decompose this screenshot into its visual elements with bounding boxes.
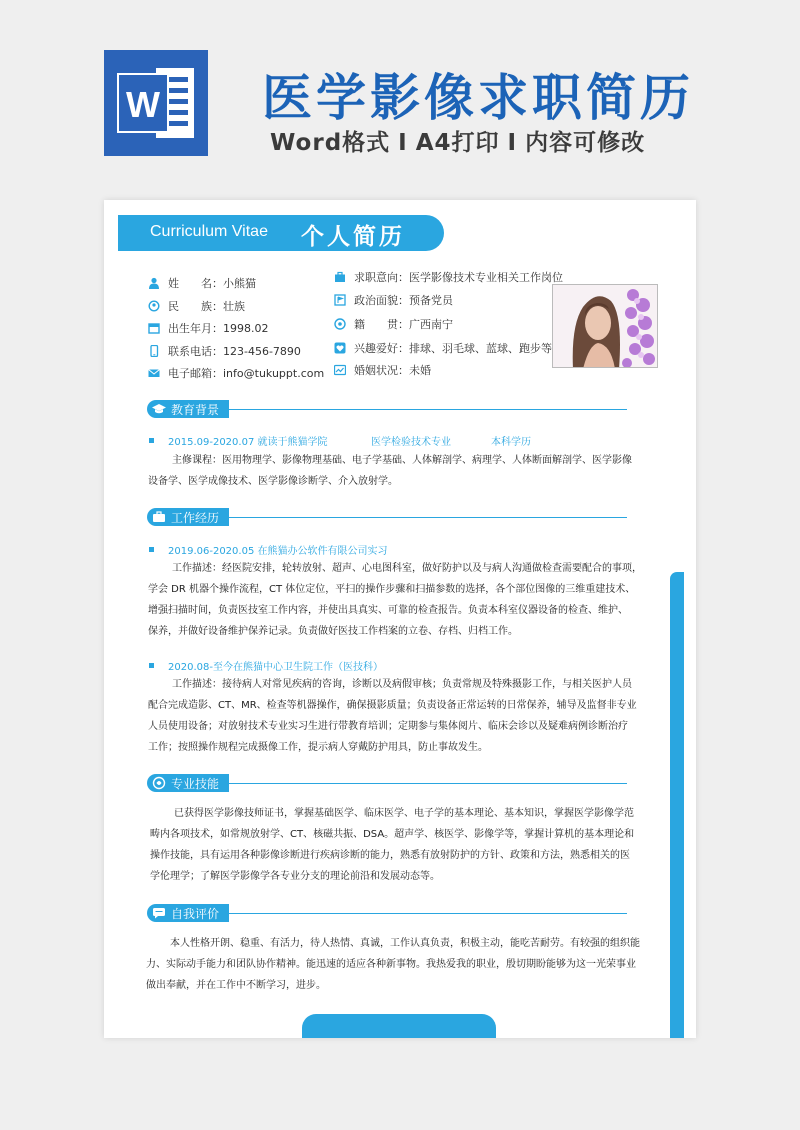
decor-right-bar [670,572,684,1038]
info-email [148,365,324,381]
info-politics [334,292,453,308]
info-value: 预备党员 [409,294,453,307]
section-divider [229,409,627,410]
text-line: 工作描述：经医院安排，轮转放射、超声、心电图科室，做好防护以及与病人沟通做检查需要配合的事项， [172,563,642,574]
section-pill [147,508,229,526]
info-label: 政治面貌： [354,294,409,307]
briefcase-icon [334,271,346,283]
info-value: 壮族 [223,300,245,313]
info-label: 出生年月： [168,322,223,335]
job2-description [148,674,646,758]
info-label: 电子邮箱： [168,367,223,380]
text-line: 工作；按照操作规程完成摄像工作，提示病人穿戴防护用具，防止事故发生。 [148,742,488,753]
text-line: 做出奉献，并在工作中不断学习，进步。 [146,980,326,991]
location-icon [334,318,346,330]
section-title: 工作经历 [171,510,220,525]
info-label: 联系电话： [168,345,223,358]
education-date-school: 2015.09-2020.07 就读于熊猫学院 [168,437,328,448]
info-value: 广西南宁 [409,318,453,331]
text-line: 学伦理学；了解医学影像学各专业分支的理论前沿和发展动态等。 [150,871,440,882]
section-pill [147,400,229,418]
rings-icon [334,364,346,376]
text-line: 工作描述：接待病人对常见疾病的咨询，诊断以及病假审核；负责常规及特殊摄影工作，与相关医护人员 [172,679,632,690]
education-major: 医学检验技术专业 [371,437,451,448]
section-title: 自我评价 [171,906,220,921]
text-line: 增强扫描时间，负责医技室工作内容，并使出具真实、可靠的检查报告。负责本科室仪器设备的检查、维护、 [148,605,628,616]
subtitle-editable: 内容可修改 [525,130,646,156]
section-divider [229,783,627,784]
info-name [148,275,256,291]
subtitle-separator: I [398,130,408,156]
text-line: 配合完成造影、CT、MR、检查等机器操作，确保摄影质量；负责设备正常运转的日常保养，辅导及监督非专业 [148,700,637,711]
cv-banner-en: Curriculum Vitae [150,223,268,240]
word-logo-icon [104,50,208,156]
section-divider [229,913,627,914]
job1-title: 2019.06-2020.05 在熊猫办公软件有限公司实习 [168,546,388,557]
flag-icon [334,294,346,306]
heart-icon [334,342,346,354]
info-hometown [334,316,453,332]
info-value: info@tukuppt.com [223,366,325,380]
subtitle-format: Word格式 [270,130,391,156]
text-line: 畴内各项技术，如常规放射学、CT、核磁共振、DSA。超声学、核医学、影像学等，掌握计算机的基本理论和 [150,829,635,840]
text-line: 人员使用设备；对放射技术专业实习生进行带教育培训；定期参与集体阅片、临床会诊以及疑难病例诊断治疗 [148,721,628,732]
info-value: 未婚 [409,364,431,377]
text-line: 设备学、医学成像技术、医学影像诊断学、介入放射学。 [148,476,398,487]
section-pill [147,774,229,792]
info-ethnicity [148,298,245,314]
info-value: 小熊猫 [223,277,256,290]
bullet-square [149,438,154,443]
text-line: 主修课程：医用物理学、影像物理基础、电子学基础、人体解剖学、病理学、人体断面解剖学、医学影像 [172,455,632,466]
info-value: 1998.02 [223,321,269,335]
info-label: 籍 贯： [354,318,409,331]
phone-icon [148,345,160,357]
section-title: 教育背景 [171,402,220,417]
job1-head [149,542,388,557]
job2-title: 2020.08-至今在熊猫中心卫生院工作（医技科） [168,662,383,673]
page-title: 医学影像求职简历 [262,69,694,127]
job1-description [148,558,646,642]
bullet-square [149,663,154,668]
calendar-icon [148,322,160,334]
education-head [149,433,531,448]
graduation-cap-icon [151,402,167,416]
section-pill [147,904,229,922]
comment-icon [151,906,167,920]
text-line: 已获得医学影像技师证书，掌握基础医学、临床医学、电子学的基本理论、基本知识，掌握医学影像学范 [174,808,634,819]
info-value: 医学影像技术专业相关工作岗位 [409,271,563,284]
person-icon [148,277,160,289]
info-label: 兴趣爱好： [354,342,409,355]
word-logo-letter: W [126,84,160,125]
info-birth [148,320,269,336]
text-line: 操作技能，具有运用各种影像诊断进行疾病诊断的能力，熟悉有放射防护的方针、政策和方法，熟悉相关的医 [150,850,630,861]
text-line: 力、实际动手能力和团队协作精神。能迅速的适应各种新事物。我热爱我的职业，殷切期盼能够为这一光荣事业 [146,959,636,970]
section-title: 专业技能 [171,776,220,791]
info-objective [334,269,563,285]
self-eval-text [146,933,644,996]
text-line: 本人性格开朗、稳重、有活力，待人热情、真诚，工作认真负责，积极主动，能吃苦耐劳。有较强的组织能 [170,938,640,949]
cv-banner [118,215,444,251]
info-label: 民 族： [168,300,223,313]
subtitle-print: A4打印 [415,130,500,156]
mail-icon [148,367,160,379]
education-courses [148,450,646,492]
section-divider [229,517,627,518]
page-subtitle [270,124,645,157]
job2-head [149,658,383,673]
info-label: 姓 名： [168,277,223,290]
subtitle-separator: I [507,130,518,156]
info-marital [334,362,431,378]
text-line: 学会 DR 机器个操作流程，CT 体位定位，平扫的操作步骤和扫描参数的选择，各个部位图像的三维重建技术、 [148,584,636,595]
skills-icon [151,776,167,790]
info-value: 排球、羽毛球、蓝球、跑步等 [409,342,552,355]
education-degree: 本科学历 [491,437,531,448]
resume-page [104,200,696,1038]
info-label: 求职意向： [354,271,409,284]
skills-text [150,803,648,887]
cv-banner-cn: 个人简历 [301,224,405,250]
profile-photo [552,284,658,368]
info-label: 婚姻状况： [354,364,409,377]
text-line: 保养，并做好设备维护保养记录。负责做好医技工作档案的立卷、存档、归档工作。 [148,626,518,637]
ethnicity-icon [148,300,160,312]
briefcase-icon [151,510,167,524]
info-value: 123-456-7890 [223,344,301,358]
info-phone [148,343,301,359]
info-hobbies [334,340,552,356]
bullet-square [149,547,154,552]
decor-bottom-tab [302,1014,496,1038]
